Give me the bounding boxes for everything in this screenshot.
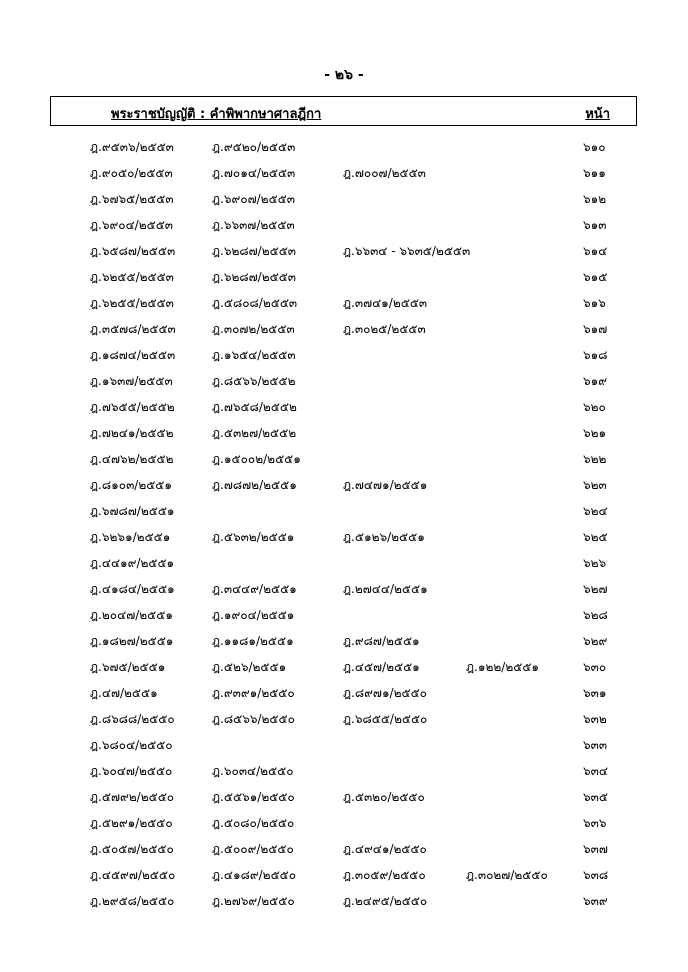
case-reference: ฎ.๒๗๔๔/๒๕๕๑	[343, 582, 428, 596]
citation-list	[0, 134, 688, 914]
table-row	[0, 472, 688, 498]
case-reference: ฎ.๘๕๖๖/๒๕๕๐	[212, 712, 295, 726]
case-reference: ฎ.๑๖๕๔/๒๕๕๓	[212, 348, 296, 362]
case-reference: ฎ.๑๘๗๔/๒๕๕๓	[90, 348, 176, 362]
case-reference: ฎ.๖๒๕๕/๒๕๕๓	[90, 296, 174, 310]
case-reference: ฎ.๖๒๘๗/๒๕๕๓	[212, 270, 296, 284]
page-ref: ๖๓๑	[583, 686, 607, 700]
case-reference: ฎ.๒๔๙๕/๒๕๕๐	[343, 894, 428, 908]
table-row	[0, 758, 688, 784]
case-reference: ฎ.๘๑๐๓/๒๕๕๑	[90, 478, 173, 492]
page-ref: ๖๑๘	[583, 348, 608, 362]
table-row	[0, 160, 688, 186]
case-reference: ฎ.๒๙๕๘/๒๕๕๐	[90, 894, 175, 908]
table-row	[0, 212, 688, 238]
table-row	[0, 264, 688, 290]
page-ref: ๖๒๐	[583, 400, 606, 414]
case-reference: ฎ.๖๒๕๕/๒๕๕๓	[90, 270, 174, 284]
page-ref: ๖๓๒	[583, 712, 607, 726]
case-reference: ฎ.๔๕๗/๒๕๕๑	[343, 660, 420, 674]
case-reference: ฎ.๕๒๙๑/๒๕๕๐	[90, 816, 173, 830]
case-reference: ฎ.๖๒๘๗/๒๕๕๓	[212, 244, 296, 258]
table-row	[0, 420, 688, 446]
case-reference: ฎ.๖๒๖๑/๒๕๕๑	[90, 530, 171, 544]
case-reference: ฎ.๑๙๐๔/๒๕๕๑	[212, 608, 295, 622]
case-reference: ฎ.๖๙๐๔/๒๕๕๓	[90, 218, 174, 232]
case-reference: ฎ.๑๖๓๗/๒๕๕๓	[90, 374, 173, 388]
page-ref: ๖๓๗	[583, 842, 608, 856]
page-ref: ๖๒๓	[583, 478, 607, 492]
case-reference: ฎ.๒๐๔๗/๒๕๕๑	[90, 608, 173, 622]
page-ref: ๖๓๓	[583, 738, 608, 752]
case-reference: ฎ.๑๑๘๑/๒๕๕๑	[212, 634, 294, 648]
table-row	[0, 628, 688, 654]
case-reference: ฎ.๓๐๒๗/๒๕๕๐	[466, 868, 548, 882]
page-ref: ๖๑๕	[583, 270, 608, 284]
table-row	[0, 446, 688, 472]
case-reference: ฎ.๗๐๑๔/๒๕๕๓	[212, 166, 296, 180]
case-reference: ฎ.๔๑๘๔/๒๕๕๑	[90, 582, 175, 596]
case-reference: ฎ.๙๓๙๑/๒๕๕๐	[212, 686, 295, 700]
case-reference: ฎ.๒๗๖๙/๒๕๕๐	[212, 894, 295, 908]
page-ref: ๖๑๙	[583, 374, 608, 388]
table-row	[0, 680, 688, 706]
case-reference: ฎ.๗๔๗๑/๒๕๕๑	[343, 478, 428, 492]
case-reference: ฎ.๔๑๘๙/๒๕๕๐	[212, 868, 297, 882]
case-reference: ฎ.๕๐๘๐/๒๕๕๐	[212, 816, 295, 830]
page-ref: ๖๑๐	[583, 140, 606, 154]
case-reference: ฎ.๗๐๐๗/๒๕๕๓	[343, 166, 426, 180]
case-reference: ฎ.๔๗/๒๕๕๑	[90, 686, 158, 700]
case-reference: ฎ.๑๘๒๗/๒๕๕๑	[90, 634, 174, 648]
table-row	[0, 836, 688, 862]
table-header	[50, 96, 637, 126]
case-reference: ฎ.๙๕๒๐/๒๕๕๓	[212, 140, 296, 154]
table-row	[0, 810, 688, 836]
case-reference: ฎ.๓๐๒๕/๒๕๕๓	[343, 322, 426, 336]
table-row	[0, 550, 688, 576]
case-reference: ฎ.๖๘๐๔/๒๕๕๐	[90, 738, 173, 752]
case-reference: ฎ.๔๗๖๒/๒๕๕๒	[90, 452, 174, 466]
page-ref: ๖๒๕	[583, 530, 608, 544]
case-reference: ฎ.๗๘๗๒/๒๕๕๑	[212, 478, 297, 492]
page-ref: ๖๑๖	[583, 296, 606, 310]
table-row	[0, 784, 688, 810]
page-ref: ๖๒๖	[583, 556, 607, 570]
case-reference: ฎ.๕๒๖/๒๕๕๑	[212, 660, 287, 674]
page-ref: ๖๑๔	[583, 244, 608, 258]
case-reference: ฎ.๗๖๕๘/๒๕๕๒	[212, 400, 297, 414]
page-number: - ๒๖ -	[324, 67, 364, 83]
table-row	[0, 342, 688, 368]
page-ref: ๖๒๑	[583, 426, 607, 440]
case-reference: ฎ.๘๕๖๖/๒๕๕๒	[212, 374, 296, 388]
case-reference: ฎ.๗๒๔๑/๒๕๕๒	[90, 426, 174, 440]
case-reference: ฎ.๙๕๓๖/๒๕๕๓	[90, 140, 174, 154]
page-ref: ๖๓๔	[583, 764, 608, 778]
case-reference: ฎ.๖๐๔๗/๒๕๕๐	[90, 764, 173, 778]
case-reference: ฎ.๕๐๕๗/๒๕๕๐	[90, 842, 174, 856]
table-row	[0, 498, 688, 524]
case-reference: ฎ.๓๐๕๙/๒๕๕๐	[343, 868, 426, 882]
case-reference: ฎ.๘๙๗๑/๒๕๕๐	[343, 686, 427, 700]
table-row	[0, 290, 688, 316]
table-row	[0, 368, 688, 394]
header-page-label: หน้า	[585, 107, 610, 122]
page-ref: ๖๓๕	[583, 790, 608, 804]
page-ref: ๖๒๗	[583, 582, 608, 596]
case-reference: ฎ.๖๐๓๔/๒๕๕๐	[212, 764, 294, 778]
page-ref: ๖๓๐	[583, 660, 607, 674]
table-row	[0, 706, 688, 732]
table-row	[0, 394, 688, 420]
case-reference: ฎ.๙๐๕๐/๒๕๕๓	[90, 166, 173, 180]
case-reference: ฎ.๑๒๒/๒๕๕๑	[466, 660, 540, 674]
page-ref: ๖๑๗	[583, 322, 608, 336]
page-ref: ๖๑๑	[583, 166, 606, 180]
table-row	[0, 238, 688, 264]
case-reference: ฎ.๕๖๓๒/๒๕๕๑	[212, 530, 295, 544]
case-reference: ฎ.๔๕๙๗/๒๕๕๐	[90, 868, 176, 882]
case-reference: ฎ.๖๗๘๗/๒๕๕๑	[90, 504, 175, 518]
case-reference: ฎ.๕๓๒๐/๒๕๕๐	[343, 790, 425, 804]
table-row	[0, 732, 688, 758]
page-ref: ๖๑๒	[583, 192, 607, 206]
table-row	[0, 186, 688, 212]
case-reference: ฎ.๔๔๑๙/๒๕๕๑	[90, 556, 175, 570]
table-row	[0, 576, 688, 602]
case-reference: ฎ.๖๕๘๗/๒๕๕๓	[90, 244, 176, 258]
case-reference: ฎ.๖๙๐๗/๒๕๕๓	[212, 192, 295, 206]
case-reference: ฎ.๓๔๔๙/๒๕๕๑	[212, 582, 297, 596]
case-reference: ฎ.๗๖๕๕/๒๕๕๒	[90, 400, 175, 414]
page-ref: ๖๓๘	[583, 868, 609, 882]
page-ref: ๖๓๖	[583, 816, 607, 830]
case-reference: ฎ.๕๕๖๑/๒๕๕๐	[212, 790, 295, 804]
table-row	[0, 524, 688, 550]
table-row	[0, 316, 688, 342]
header-title: พระราชบัญญัติ : คำพิพากษาศาลฎีกา	[111, 107, 322, 122]
case-reference: ฎ.๕๓๒๗/๒๕๕๒	[212, 426, 297, 440]
case-reference: ฎ.๖๗๖๕/๒๕๕๓	[90, 192, 174, 206]
case-reference: ฎ.๓๗๔๑/๒๕๕๓	[343, 296, 428, 310]
case-reference: ฎ.๓๕๗๘/๒๕๕๓	[90, 322, 176, 336]
case-reference: ฎ.๘๖๘๘/๒๕๕๐	[90, 712, 175, 726]
page-ref: ๖๒๔	[583, 504, 608, 518]
table-row	[0, 862, 688, 888]
case-reference: ฎ.๕๘๐๘/๒๕๕๓	[212, 296, 298, 310]
case-reference: ฎ.๓๐๗๒/๒๕๕๓	[212, 322, 295, 336]
page-ref: ๖๑๓	[583, 218, 607, 232]
page-ref: ๖๒๒	[583, 452, 607, 466]
case-reference: ฎ.๖๘๕๕/๒๕๕๐	[343, 712, 428, 726]
case-reference: ฎ.๔๙๔๑/๒๕๕๐	[343, 842, 427, 856]
table-row	[0, 134, 688, 160]
case-reference: ฎ.๕๐๐๙/๒๕๕๐	[212, 842, 294, 856]
case-reference: ฎ.๕๗๙๒/๒๕๕๐	[90, 790, 175, 804]
page-ref: ๖๒๘	[583, 608, 608, 622]
case-reference: ฎ.๙๘๗/๒๕๕๑	[343, 634, 420, 648]
case-reference: ฎ.๑๕๐๐๒/๒๕๕๑	[212, 452, 301, 466]
page-ref: ๖๓๙	[583, 894, 608, 908]
table-row	[0, 654, 688, 680]
page-ref: ๖๒๙	[583, 634, 608, 648]
table-row	[0, 602, 688, 628]
table-row	[0, 888, 688, 914]
case-reference: ฎ.๖๖๓๔ - ๖๖๓๕/๒๕๕๓	[343, 244, 471, 258]
case-reference: ฎ.๖๖๓๗/๒๕๕๓	[212, 218, 295, 232]
case-reference: ฎ.๕๑๒๖/๒๕๕๑	[343, 530, 425, 544]
case-reference: ฎ.๖๗๕/๒๕๕๑	[90, 660, 166, 674]
